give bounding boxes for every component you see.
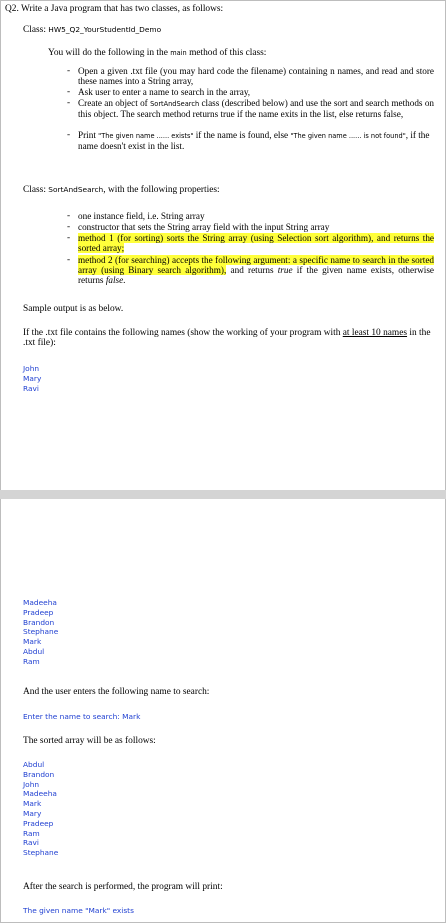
document-page-2 xyxy=(0,499,446,923)
main-step-2: Ask user to enter a name to search in the array, xyxy=(78,87,251,97)
list-item: Stephane xyxy=(23,848,59,858)
list-item: Mary xyxy=(23,373,42,383)
main-step-4: Print "The given name ...... exists" if the name is found, else "The given name ...... is not found", if the name doesn't exist in the list. xyxy=(78,130,430,152)
list-item: Ravi xyxy=(23,383,39,393)
list-item: Pradeep xyxy=(23,818,54,828)
class1-name: HW5_Q2_YourStudentId_Demo xyxy=(48,25,162,34)
property-1: one instance field, i.e. String array xyxy=(78,211,205,221)
search-prompt-output: Enter the name to search: Mark xyxy=(23,712,141,721)
list-item: Ram xyxy=(23,656,40,666)
list-item: Pradeep xyxy=(23,607,54,617)
class2-line: Class: SortAndSearch, with the following properties: xyxy=(23,185,220,195)
question-heading: Q2. Write a Java program that has two classes, as follows: xyxy=(5,4,224,14)
list-item: John xyxy=(23,779,40,789)
bullet-dash: - xyxy=(67,233,71,243)
page-separator xyxy=(0,490,446,499)
class1-line: Class: HW5_Q2_YourStudentId_Demo xyxy=(23,25,162,35)
search-intro: And the user enters the following name to search: xyxy=(23,687,210,697)
names-list-page2 xyxy=(23,598,58,667)
after-search-intro: After the search is performed, the program will print: xyxy=(23,882,223,892)
list-item: Madeeha xyxy=(23,789,57,799)
bullet-dash: - xyxy=(67,98,71,108)
search-result-output: The given name "Mark" exists xyxy=(23,906,134,915)
bullet-dash: - xyxy=(67,255,71,265)
bullet-dash: - xyxy=(67,211,71,221)
property-2: constructor that sets the String array field with the input String array xyxy=(78,222,330,232)
file-intro: If the .txt file contains the following names (show the working of your program with at least 10 names in the .txt file): xyxy=(23,328,431,349)
list-item: Mark xyxy=(23,637,42,647)
list-item: Ravi xyxy=(23,838,39,848)
names-list-page1 xyxy=(23,364,41,393)
list-item: Mark xyxy=(23,799,42,809)
bullet-dash: - xyxy=(67,222,71,232)
bullet-dash: - xyxy=(67,130,71,140)
main-intro: You will do the following in the main method of this class: xyxy=(48,48,267,58)
list-item: John xyxy=(23,364,40,373)
bullet-dash: - xyxy=(67,66,71,76)
main-step-1: Open a given .txt file (you may hard code the filename) containing n names, and read and store these names into a String array, xyxy=(78,66,434,87)
list-item: Ram xyxy=(23,828,40,838)
bullet-dash: - xyxy=(67,87,71,97)
list-item: Abdul xyxy=(23,646,45,656)
main-step-3: Create an object of SortAndSearch class (described below) and use the sort and search methods on this object. The search method returns true if the name exits in the list, else returns false, xyxy=(78,98,435,120)
property-4: method 2 (for searching) accepts the following argument: a specific name to search in the sorted array (using Binary search algorithm), and returns true if the given name exists, otherwise returns false. xyxy=(78,255,434,286)
sample-output-label: Sample output is as below. xyxy=(23,304,124,314)
highlighted-text: method 2 (for searching) accepts the following argument: a specific name to search in the sorted array (using Binary search algorithm), xyxy=(78,255,434,276)
list-item: Mary xyxy=(23,808,42,818)
list-item: Abdul xyxy=(23,760,45,769)
list-item: Brandon xyxy=(23,769,55,779)
list-item: Stephane xyxy=(23,627,59,637)
list-item: Brandon xyxy=(23,617,55,627)
sorted-intro: The sorted array will be as follows: xyxy=(23,736,156,746)
list-item: Madeeha xyxy=(23,598,57,607)
sorted-names-list xyxy=(23,760,58,858)
highlighted-text: method 1 (for sorting) sorts the String array (using Selection sort algorithm), and returns the sorted array; xyxy=(78,233,434,254)
property-3 xyxy=(78,233,434,253)
class2-name: SortAndSearch xyxy=(48,185,104,194)
